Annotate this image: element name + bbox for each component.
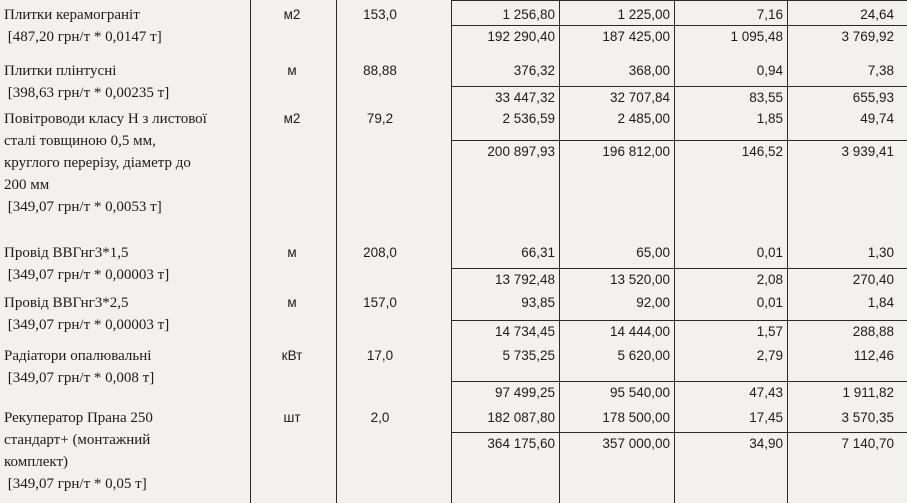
row-divider (451, 381, 907, 382)
item-unit: м (287, 245, 297, 260)
item-name: Повітроводи класу Н з листової сталі товщиною 0,5 мм, круглого перерізу, діаметр до 200 мм [349,07 грн/т * 0,0053 т] (4, 111, 207, 215)
unit-price-value: 1,30 (867, 245, 894, 260)
unit-price-value: 368,00 (628, 63, 670, 78)
unit-price-value: 66,31 (521, 245, 555, 260)
unit-price-value: 112,46 (853, 348, 894, 363)
row-divider (451, 268, 907, 269)
unit-price-value: 0,01 (756, 245, 783, 260)
item-name: Плитки плінтусні [398,63 грн/т * 0,00235 т] (4, 63, 170, 101)
total-value: 1 911,82 (842, 385, 894, 400)
total-value: 32 707,84 (609, 90, 670, 105)
unit-price-value: 1,85 (756, 111, 783, 126)
total-value: 33 447,32 (494, 90, 555, 105)
row-divider (451, 140, 907, 141)
unit-price-value: 5 620,00 (617, 348, 670, 363)
unit-price-value: 24,64 (860, 7, 894, 22)
total-value: 47,43 (749, 385, 783, 400)
item-unit: м2 (283, 7, 301, 22)
unit-price-value: 178 500,00 (602, 410, 670, 425)
unit-price-value: 1 225,00 (617, 7, 670, 22)
row-divider (451, 86, 907, 87)
unit-price-value: 65,00 (636, 245, 670, 260)
total-value: 146,52 (741, 144, 783, 159)
unit-price-value: 92,00 (636, 295, 670, 310)
row-divider (451, 25, 907, 26)
unit-price-value: 17,45 (749, 410, 783, 425)
unit-price-value: 1,84 (867, 295, 894, 310)
unit-price-value: 3 570,35 (841, 410, 894, 425)
total-value: 2,08 (756, 272, 783, 287)
item-quantity: 2,0 (370, 410, 390, 425)
column-divider (250, 0, 251, 503)
item-quantity: 88,88 (363, 63, 397, 78)
total-value: 270,40 (852, 272, 894, 287)
column-divider (336, 0, 337, 503)
total-value: 200 897,93 (487, 144, 555, 159)
total-value: 655,93 (852, 90, 894, 105)
total-value: 34,90 (749, 436, 783, 451)
unit-price-value: 7,16 (756, 7, 783, 22)
total-value: 13 520,00 (609, 272, 670, 287)
item-quantity: 157,0 (363, 295, 397, 310)
unit-price-value: 7,38 (867, 63, 894, 78)
unit-price-value: 49,74 (860, 111, 894, 126)
total-value: 192 290,40 (487, 29, 555, 44)
total-value: 7 140,70 (841, 436, 894, 451)
unit-price-value: 1 256,80 (502, 7, 555, 22)
item-quantity: 208,0 (363, 245, 397, 260)
item-name: Рекуператор Прана 250 стандарт+ (монтажний комплект) [349,07 грн/т * 0,05 т] (4, 410, 153, 492)
unit-price-value: 0,01 (756, 295, 783, 310)
total-value: 97 499,25 (494, 385, 555, 400)
item-unit: м (287, 63, 297, 78)
item-unit: кВт (281, 348, 303, 363)
unit-price-value: 376,32 (513, 63, 555, 78)
row-divider (451, 320, 907, 321)
total-value: 14 444,00 (609, 324, 670, 339)
item-name: Радіатори опалювальні [349,07 грн/т * 0,008 т] (4, 348, 155, 386)
unit-price-value: 2,79 (756, 348, 783, 363)
item-name: Плитки керамограніт [487,20 грн/т * 0,0147 т] (4, 7, 162, 45)
total-value: 14 734,45 (494, 324, 555, 339)
unit-price-value: 5 735,25 (502, 348, 555, 363)
unit-price-value: 2 485,00 (617, 111, 670, 126)
total-value: 196 812,00 (602, 144, 670, 159)
unit-price-value: 93,85 (521, 295, 555, 310)
item-quantity: 153,0 (363, 7, 397, 22)
total-value: 13 792,48 (494, 272, 555, 287)
item-unit: м2 (283, 111, 301, 126)
total-value: 288,88 (852, 324, 894, 339)
total-value: 83,55 (749, 90, 783, 105)
unit-price-value: 2 536,59 (502, 111, 555, 126)
item-quantity: 79,2 (366, 111, 394, 126)
unit-price-value: 182 087,80 (487, 410, 555, 425)
total-value: 3 939,41 (841, 144, 894, 159)
total-value: 357 000,00 (602, 436, 670, 451)
item-name: Провід ВВГнг3*2,5 [349,07 грн/т * 0,00003 т] (4, 295, 170, 333)
total-value: 187 425,00 (602, 29, 670, 44)
item-quantity: 17,0 (366, 348, 394, 363)
unit-price-value: 0,94 (756, 63, 783, 78)
item-unit: шт (283, 410, 301, 425)
total-value: 1 095,48 (730, 29, 783, 44)
total-value: 95 540,00 (609, 385, 670, 400)
total-value: 3 769,92 (841, 29, 894, 44)
total-value: 1,57 (756, 324, 783, 339)
item-name: Провід ВВГнг3*1,5 [349,07 грн/т * 0,00003 т] (4, 245, 170, 283)
total-value: 364 175,60 (487, 436, 555, 451)
table-top-border (451, 0, 907, 1)
item-unit: м (287, 295, 297, 310)
row-divider (451, 432, 907, 433)
